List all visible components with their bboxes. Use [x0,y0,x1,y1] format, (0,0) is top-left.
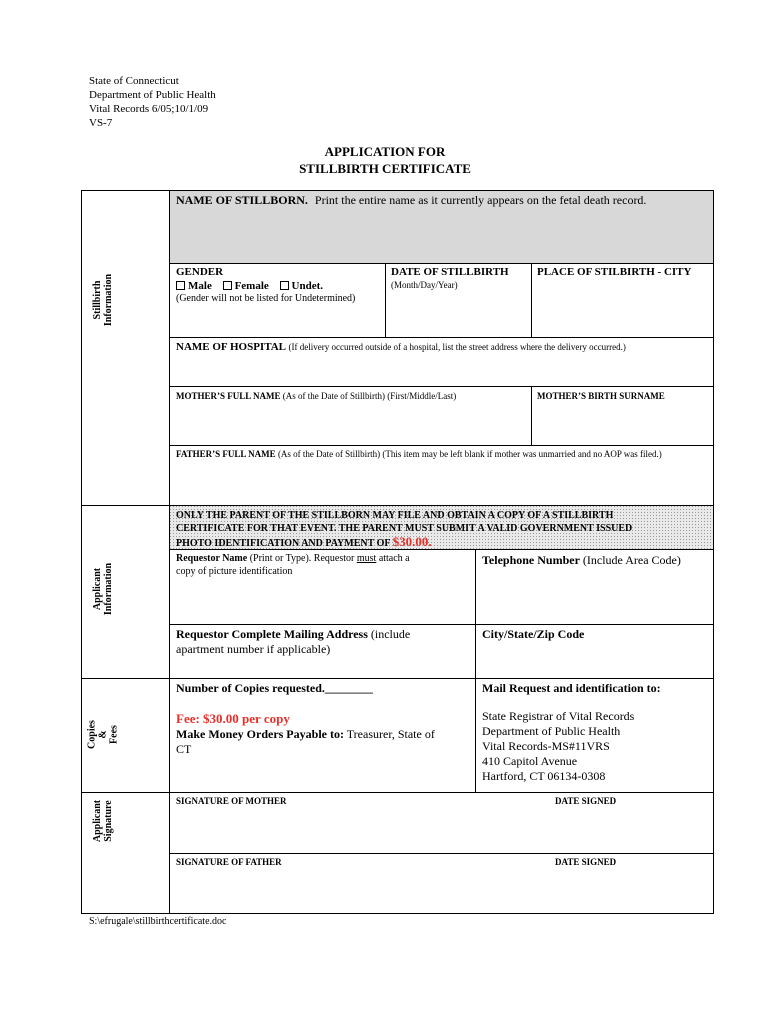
mailing-address-note-line2: apartment number if applicable) [176,642,331,656]
gender-note: (Gender will not be listed for Undetermined) [176,293,356,304]
notice-line-1: ONLY THE PARENT OF THE STILLBORN MAY FILE AND OBTAIN A COPY OF A STILLBIRTH [176,510,614,521]
requestor-name-label: Requestor Name [176,553,248,564]
money-order-payable [176,727,472,757]
requestor-note-must: must [356,553,377,564]
place-of-stillbirth-label: PLACE OF STILBIRTH - CITY [537,266,692,278]
copies-requested-label: Number of Copies requested.________ [176,681,373,695]
father-date-signed-field[interactable] [555,856,705,868]
gender-label: GENDER [176,266,224,278]
stillborn-name-label: NAME OF STILLBORN. [176,193,308,207]
side-label-stillbirth-info: Stillbirth Information [92,273,114,327]
payable-label: Make Money Orders Payable to: [176,727,344,741]
mother-signature-label: SIGNATURE OF MOTHER [176,796,287,806]
copies-requested-field[interactable] [176,681,472,696]
address-line-4: 410 Capitol Avenue [482,754,578,768]
payable-value-line2: CT [176,742,192,756]
place-of-stillbirth-field[interactable] [537,266,709,279]
hospital-field[interactable] [176,341,708,354]
address-line-5: Hartford, CT 06134-0308 [482,769,606,783]
mother-surname-field[interactable] [537,390,709,402]
parent-only-notice [176,509,710,550]
hospital-note: (If delivery occurred outside of a hospital, list the street address where the delivery occurred.) [288,342,626,352]
city-state-zip-label: City/State/Zip Code [482,627,585,641]
father-signature-field[interactable] [176,856,536,868]
requestor-name-field[interactable] [176,552,472,578]
notice-line-3: PHOTO IDENTIFICATION AND PAYMENT OF [176,538,391,549]
gender-female-checkbox[interactable]: Female [223,280,269,292]
telephone-field[interactable] [482,553,710,567]
city-state-zip-field[interactable] [482,627,710,642]
mother-name-field[interactable] [176,390,526,402]
header-line-1: State of Connecticut [89,75,179,87]
address-line-1: State Registrar of Vital Records [482,709,635,723]
date-of-stillbirth-note: (Month/Day/Year) [391,280,458,290]
header-line-3: Vital Records 6/05;10/1/09 [89,103,209,115]
requestor-note-b: attach a [378,553,410,564]
father-date-signed-label: DATE SIGNED [555,857,617,867]
mother-signature-field[interactable] [176,795,536,807]
mailing-address-label: Requestor Complete Mailing Address [176,627,368,641]
address-line-3: Vital Records-MS#11VRS [482,739,610,753]
telephone-label: Telephone Number [482,553,580,567]
header-line-2: Department of Public Health [89,89,216,101]
mailing-address-note-a: (include [370,627,411,641]
title-line-1: APPLICATION FOR [324,144,446,159]
date-of-stillbirth-label: DATE OF STILLBIRTH [391,266,509,278]
file-path-footer: S:\efrugale\stillbirthcertificate.doc [89,916,227,927]
side-label-applicant-info: Applicant Information [92,562,114,616]
requestor-note-line2: copy of picture identification [176,566,293,577]
mother-surname-label: MOTHER’S BIRTH SURNAME [537,391,665,401]
notice-amount: $30.00. [392,534,432,549]
stillborn-name-field[interactable] [176,193,706,208]
gender-field [176,266,381,305]
side-label-applicant-signature: Applicant Signature [92,799,114,843]
gender-undet-checkbox[interactable]: Undet. [280,280,323,292]
address-line-2: Department of Public Health [482,724,621,738]
mail-request-block [482,681,710,784]
hospital-label: NAME OF HOSPITAL [176,341,287,353]
payable-value: Treasurer, State of [346,727,435,741]
header-line-4: VS-7 [89,117,113,129]
gender-male-checkbox[interactable]: Male [176,280,212,292]
title-line-2: STILLBIRTH CERTIFICATE [299,161,471,176]
father-name-field[interactable] [176,448,708,460]
side-label-copies-fees: Copies & Fees [86,720,120,749]
mail-request-label: Mail Request and identification to: [482,681,661,695]
father-name-label: FATHER’S FULL NAME [176,449,276,459]
stillborn-name-note: Print the entire name as it currently appears on the fetal death record. [314,193,647,207]
mailing-address-field[interactable] [176,627,472,657]
mother-date-signed-field[interactable] [555,795,705,807]
father-name-note: (As of the Date of Stillbirth) (This item may be left blank if mother was unmarried and no AOP was filed.) [277,449,662,459]
father-signature-label: SIGNATURE OF FATHER [176,857,282,867]
requestor-note-a: (Print or Type). Requestor [249,553,355,564]
agency-header [89,74,216,130]
form-title [0,143,770,177]
mail-request-address [482,709,710,784]
telephone-note: (Include Area Code) [582,553,681,567]
mother-name-note: (As of the Date of Stillbirth) (First/Middle/Last) [282,391,457,401]
notice-line-2: CERTIFICATE FOR THAT EVENT. THE PARENT MUST SUBMIT A VALID GOVERNMENT ISSUED [176,523,633,534]
mother-name-label: MOTHER’S FULL NAME [176,391,281,401]
date-of-stillbirth-field[interactable] [391,266,527,291]
fee-label: Fee: $30.00 per copy [176,711,290,726]
mother-date-signed-label: DATE SIGNED [555,796,617,806]
